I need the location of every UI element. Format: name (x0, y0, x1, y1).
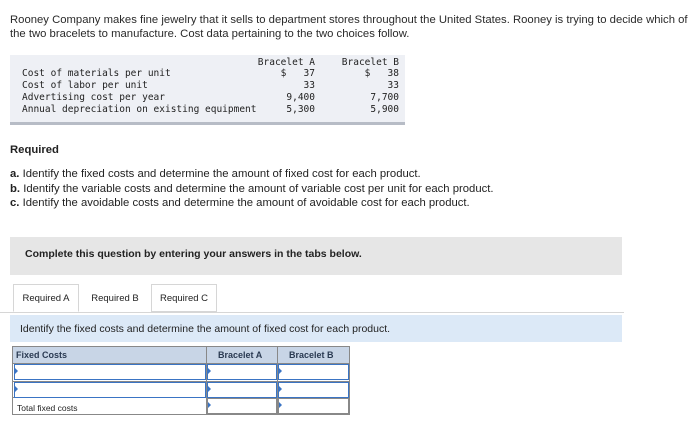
cost-row-value-a: 9,400 (286, 92, 315, 103)
total-bracelet-a-input[interactable] (207, 398, 277, 414)
required-item (10, 182, 494, 197)
required-item (10, 167, 494, 182)
total-fixed-costs-label: Total fixed costs (17, 403, 78, 413)
cost-table-row (10, 92, 405, 104)
cost-table-rule (10, 122, 405, 125)
tab-required-a[interactable]: Required A (13, 284, 79, 312)
required-item-letter: c. (10, 197, 20, 209)
cost-row-label: Annual depreciation on existing equipment (22, 104, 257, 115)
col-bracelet-a: Bracelet A (218, 350, 263, 360)
cost-data-table (10, 55, 405, 125)
required-item-text: Identify the variable costs and determine the amount of variable cost per unit for each product. (23, 182, 494, 195)
fixed-costs-table (12, 346, 350, 415)
cost-row-value-a: $ 37 (280, 68, 315, 79)
cost-table-col-a: Bracelet A (257, 57, 315, 68)
cost-table-row (10, 80, 405, 92)
cost-table-col-b: Bracelet B (341, 57, 399, 68)
answer-table-header (13, 347, 349, 364)
cost-row-label: Advertising cost per year (22, 92, 165, 103)
bracelet-a-amount-input-1[interactable] (207, 364, 277, 380)
cost-row-label: Cost of materials per unit (22, 68, 171, 79)
instruction-text: Identify the fixed costs and determine the amount of fixed cost for each product. (20, 323, 391, 335)
required-list (10, 167, 494, 211)
required-item-letter: a. (10, 168, 20, 180)
col-bracelet-b: Bracelet B (289, 350, 334, 360)
cost-row-label: Cost of labor per unit (22, 80, 148, 91)
required-heading: Required (10, 144, 59, 156)
cost-row-value-b: 33 (387, 80, 399, 91)
instruction-bar (10, 315, 622, 342)
fixed-cost-name-input-2[interactable] (14, 382, 206, 398)
tab-required-b[interactable]: Required B (81, 284, 149, 312)
intro-paragraph: Rooney Company makes fine jewelry that it sells to department stores throughout the United States. Rooney is trying to decide which of the two bracelets to manufacture. Cost data pertaining to the two choices follow. (10, 14, 688, 40)
cost-row-value-b: 5,900 (370, 104, 399, 115)
total-bracelet-b-input[interactable] (278, 398, 349, 414)
bracelet-a-amount-input-2[interactable] (207, 382, 277, 398)
tab-required-c[interactable]: Required C (151, 284, 217, 312)
required-item (10, 196, 494, 211)
cost-row-value-a: 33 (303, 80, 315, 91)
prompt-text: Complete this question by entering your answers in the tabs below. (25, 248, 362, 260)
required-item-letter: b. (10, 182, 21, 195)
bracelet-b-amount-input-1[interactable] (278, 364, 349, 380)
cost-table-row (10, 68, 405, 80)
required-item-text: Identify the fixed costs and determine the amount of fixed cost for each product. (22, 168, 421, 180)
cost-row-value-a: 5,300 (286, 104, 315, 115)
cost-table-row (10, 104, 405, 116)
required-item-text: Identify the avoidable costs and determine the amount of avoidable cost for each product. (22, 197, 470, 209)
col-fixed-costs: Fixed Costs (16, 350, 68, 360)
cost-row-value-b: $ 38 (364, 68, 399, 79)
cost-row-value-b: 7,700 (370, 92, 399, 103)
tab-divider (0, 312, 624, 313)
fixed-cost-name-input-1[interactable] (14, 364, 206, 380)
bracelet-b-amount-input-2[interactable] (278, 382, 349, 398)
prompt-banner (10, 237, 622, 275)
